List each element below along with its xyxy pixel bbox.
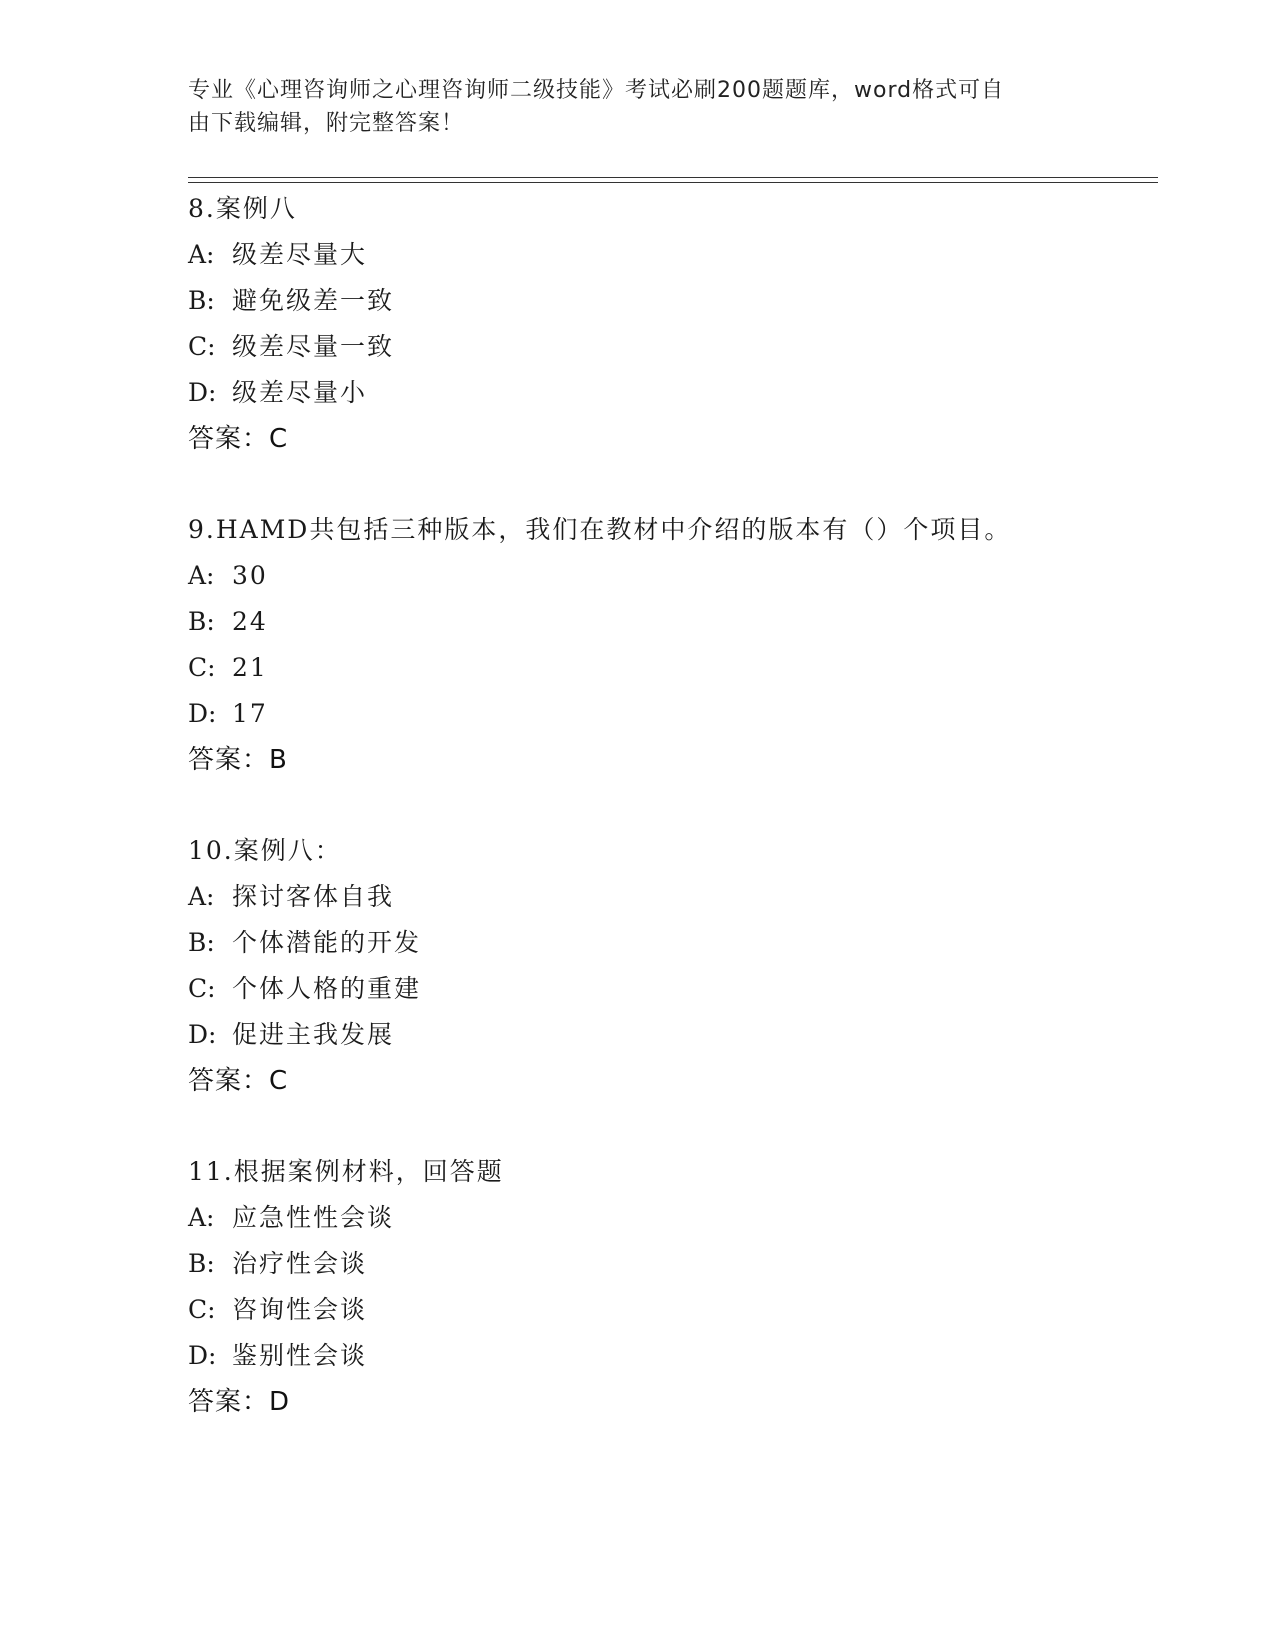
option-label: A: [188, 882, 215, 911]
option-a [188, 874, 1148, 920]
question-8 [188, 186, 1148, 462]
answer-line: 答案：B [188, 745, 288, 775]
header-line-1: 专业《心理咨询师之心理咨询师二级技能》考试必刷200题题库，word格式可自 [188, 78, 1005, 103]
option-label: A: [188, 240, 215, 269]
option-b [188, 920, 1148, 966]
question-list [188, 186, 1148, 1470]
option-label: B: [188, 1249, 215, 1278]
header-divider-top [188, 177, 1158, 178]
option-d [188, 1333, 1148, 1379]
option-c [188, 645, 1148, 691]
answer-line: 答案：C [188, 1066, 289, 1096]
option-text: 30 [232, 561, 268, 590]
option-text: 21 [232, 653, 268, 682]
header-line-2: 由下载编辑，附完整答案！ [188, 111, 465, 136]
option-d [188, 1012, 1148, 1058]
option-label: D: [188, 378, 217, 407]
option-a [188, 1195, 1148, 1241]
option-text: 级差尽量小 [232, 378, 368, 407]
option-label: C: [188, 332, 216, 361]
option-c [188, 966, 1148, 1012]
option-text: 治疗性会谈 [232, 1249, 368, 1278]
question-10 [188, 828, 1148, 1104]
option-b [188, 1241, 1148, 1287]
question-9 [188, 507, 1148, 783]
option-label: C: [188, 974, 216, 1003]
option-text: 探讨客体自我 [232, 882, 395, 911]
option-label: D: [188, 699, 217, 728]
option-b [188, 599, 1148, 645]
option-text: 24 [232, 607, 268, 636]
document-header [188, 74, 1068, 140]
option-label: A: [188, 561, 215, 590]
option-label: D: [188, 1341, 217, 1370]
option-text: 咨询性会谈 [232, 1295, 368, 1324]
option-text: 应急性性会谈 [232, 1203, 395, 1232]
option-text: 17 [232, 699, 268, 728]
question-title: 8.案例八 [188, 194, 297, 223]
option-label: A: [188, 1203, 215, 1232]
option-text: 避免级差一致 [232, 286, 395, 315]
header-divider-bottom [188, 182, 1158, 183]
option-b [188, 278, 1148, 324]
option-text: 个体潜能的开发 [232, 928, 422, 957]
option-text: 个体人格的重建 [232, 974, 422, 1003]
option-d [188, 370, 1148, 416]
option-a [188, 553, 1148, 599]
question-title: 11.根据案例材料，回答题 [188, 1157, 504, 1186]
option-text: 鉴别性会谈 [232, 1341, 368, 1370]
option-label: B: [188, 607, 215, 636]
answer-line: 答案：D [188, 1387, 291, 1417]
question-title: 9.HAMD共包括三种版本，我们在教材中介绍的版本有（）个项目。 [188, 515, 1012, 544]
option-c [188, 324, 1148, 370]
answer-line: 答案：C [188, 424, 289, 454]
question-11 [188, 1149, 1148, 1425]
option-d [188, 691, 1148, 737]
option-text: 级差尽量大 [232, 240, 368, 269]
option-c [188, 1287, 1148, 1333]
option-label: B: [188, 286, 215, 315]
option-text: 促进主我发展 [232, 1020, 395, 1049]
option-label: D: [188, 1020, 217, 1049]
option-a [188, 232, 1148, 278]
option-label: C: [188, 653, 216, 682]
question-title: 10.案例八： [188, 836, 342, 865]
option-label: B: [188, 928, 215, 957]
option-label: C: [188, 1295, 216, 1324]
option-text: 级差尽量一致 [232, 332, 395, 361]
